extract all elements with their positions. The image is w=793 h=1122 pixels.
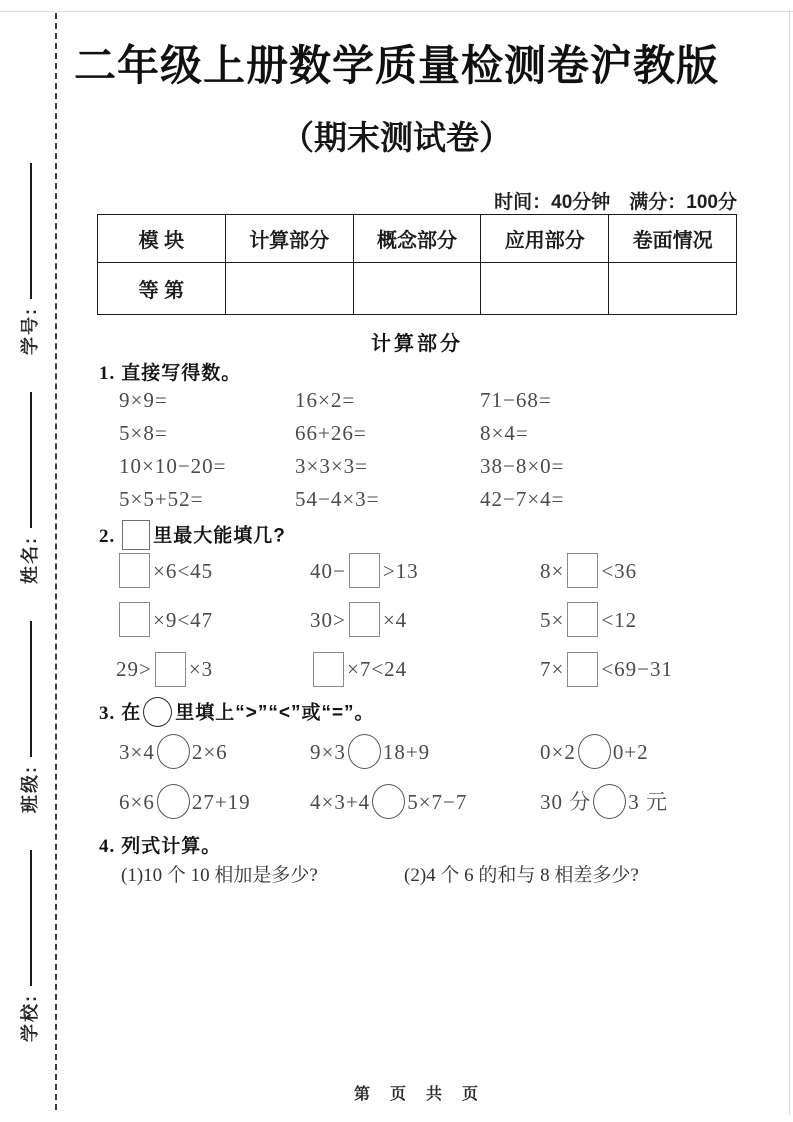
scan-edge-top <box>0 11 793 12</box>
expression-after: 3 元 <box>628 790 668 815</box>
expression-before: 7× <box>540 657 565 682</box>
answer-circle <box>372 784 405 819</box>
seal-area <box>16 133 42 1042</box>
question-3-label <box>99 697 375 730</box>
fill-box-problem <box>310 552 540 593</box>
expression-after: <12 <box>601 608 638 633</box>
expression-after: 27+19 <box>191 790 251 815</box>
fill-box-problem <box>540 552 741 593</box>
answer-box <box>119 602 150 637</box>
seal-field-school <box>20 846 40 1042</box>
seal-label-student-number: 学号: <box>20 306 40 355</box>
answer-circle <box>348 734 381 769</box>
math-problem: 71−68= <box>480 388 552 412</box>
fill-box-problem <box>310 650 540 691</box>
expression-after: ×6<45 <box>153 559 214 583</box>
question-2-label <box>99 520 286 553</box>
question-4-label <box>99 831 221 858</box>
answer-circle <box>157 734 190 769</box>
score-table-grade-row <box>98 263 737 315</box>
seal-dashed-line <box>55 13 57 1110</box>
fill-box-problem <box>116 552 310 593</box>
grade-cell-empty <box>353 263 481 315</box>
answer-box <box>567 602 598 637</box>
question-4-parts <box>121 860 741 887</box>
compare-problem <box>540 732 744 774</box>
expression-before: 40− <box>310 559 346 583</box>
question-3-prompt-post: 里填上“>”“<”或“=”。 <box>175 702 375 724</box>
compare-problem <box>310 732 540 774</box>
expression-after: 2×6 <box>191 740 228 764</box>
expression-after: 5×7−7 <box>407 790 468 815</box>
blank-box-icon <box>122 520 150 550</box>
math-problem: 38−8×0= <box>480 454 565 478</box>
math-problem: 9×9= <box>119 388 168 412</box>
expression-after: ×9<47 <box>153 608 214 633</box>
answer-box <box>349 553 380 588</box>
question-3-number: 3. <box>99 702 116 724</box>
expression-before: 0×2 <box>540 740 576 764</box>
compare-problem <box>540 782 744 824</box>
math-problem: 3×3×3= <box>295 454 369 478</box>
question-1-prompt: 直接写得数。 <box>121 363 242 384</box>
answer-box <box>567 652 598 687</box>
paper-subtitle: （期末测试卷） <box>281 119 512 156</box>
blank-circle-icon <box>143 697 172 727</box>
question-3-problems <box>119 732 744 824</box>
answer-box <box>119 553 150 588</box>
answer-box <box>155 652 186 687</box>
seal-label-class: 班级: <box>20 764 40 813</box>
answer-box <box>313 652 344 687</box>
answer-circle <box>578 734 611 769</box>
fill-box-problem <box>540 650 741 691</box>
expression-after: ×4 <box>382 608 408 633</box>
math-problem: 5×8= <box>119 421 168 445</box>
expression-before: 30> <box>310 608 346 633</box>
seal-field-name <box>20 388 40 584</box>
fill-box-problem <box>116 650 310 691</box>
score-table-header-row <box>98 215 737 263</box>
compare-problem <box>119 782 310 824</box>
expression-before: 29> <box>116 657 152 682</box>
time-score-info: 时间：40分钟 满分：100分 <box>494 192 737 213</box>
expression-after: ×7<24 <box>347 657 408 682</box>
seal-blank-name <box>29 392 32 528</box>
expression-before: 30 分 <box>540 790 592 815</box>
score-header-application: 应用部分 <box>481 215 609 263</box>
math-problem: 5×5+52= <box>119 487 204 511</box>
fill-box-problem <box>310 601 540 642</box>
scan-edge-right <box>789 10 790 1115</box>
question-2-problems <box>116 552 741 692</box>
compare-problem <box>119 732 310 774</box>
fill-box-problem <box>116 601 310 642</box>
answer-circle <box>157 784 190 819</box>
paper-title: 二年级上册数学质量检测卷沪教版 <box>73 42 719 89</box>
seal-blank-class <box>29 621 32 757</box>
score-table <box>97 214 737 315</box>
page-footer: 第 页 共 页 <box>353 1086 480 1103</box>
question-2-prompt: 里最大能填几? <box>153 525 286 547</box>
grade-row-label: 等 第 <box>98 263 226 315</box>
expression-before: 9×3 <box>310 740 346 764</box>
word-problem: (2)4 个 6 的和与 8 相差多少? <box>404 865 639 886</box>
question-4-number: 4. <box>99 836 116 857</box>
score-header-module: 模 块 <box>98 215 226 263</box>
grade-cell-empty <box>481 263 609 315</box>
question-1-label <box>99 358 241 385</box>
answer-circle <box>593 784 626 819</box>
seal-field-class <box>20 617 40 813</box>
math-problem: 66+26= <box>295 421 367 445</box>
seal-blank-student-number <box>29 163 32 299</box>
expression-after: <69−31 <box>601 657 674 682</box>
seal-label-school: 学校: <box>20 994 40 1042</box>
fill-box-problem <box>540 601 741 642</box>
expression-after: 0+2 <box>612 740 649 764</box>
seal-label-name: 姓名: <box>20 535 40 584</box>
score-header-concept: 概念部分 <box>353 215 481 263</box>
score-header-calculation: 计算部分 <box>225 215 353 263</box>
expression-before: 6×6 <box>119 790 155 815</box>
math-problem: 54−4×3= <box>295 487 380 511</box>
expression-after: 18+9 <box>382 740 431 764</box>
seal-field-student-number <box>20 159 40 355</box>
math-problem: 16×2= <box>295 388 356 412</box>
expression-after: >13 <box>382 559 419 583</box>
expression-after: <36 <box>601 559 638 583</box>
question-3-prompt-pre: 在 <box>121 702 142 724</box>
question-2-number: 2. <box>99 525 116 547</box>
math-problem: 10×10−20= <box>119 454 227 478</box>
word-problem: (1)10 个 10 相加是多少? <box>121 865 318 886</box>
compare-problem <box>310 782 540 824</box>
grade-cell-empty <box>609 263 737 315</box>
seal-blank-school <box>29 850 32 986</box>
question-4-prompt: 列式计算。 <box>121 836 222 857</box>
expression-before: 3×4 <box>119 740 155 764</box>
expression-before: 8× <box>540 559 565 583</box>
expression-after: ×3 <box>188 657 214 682</box>
question-1-problems <box>119 389 739 511</box>
score-header-neatness: 卷面情况 <box>609 215 737 263</box>
answer-box <box>567 553 598 588</box>
question-1-number: 1. <box>99 363 116 384</box>
math-problem: 42−7×4= <box>480 487 565 511</box>
answer-box <box>349 602 380 637</box>
expression-before: 4×3+4 <box>310 790 371 815</box>
expression-before: 5× <box>540 608 565 633</box>
grade-cell-empty <box>225 263 353 315</box>
math-problem: 8×4= <box>480 421 529 445</box>
section-title: 计算部分 <box>371 333 463 355</box>
